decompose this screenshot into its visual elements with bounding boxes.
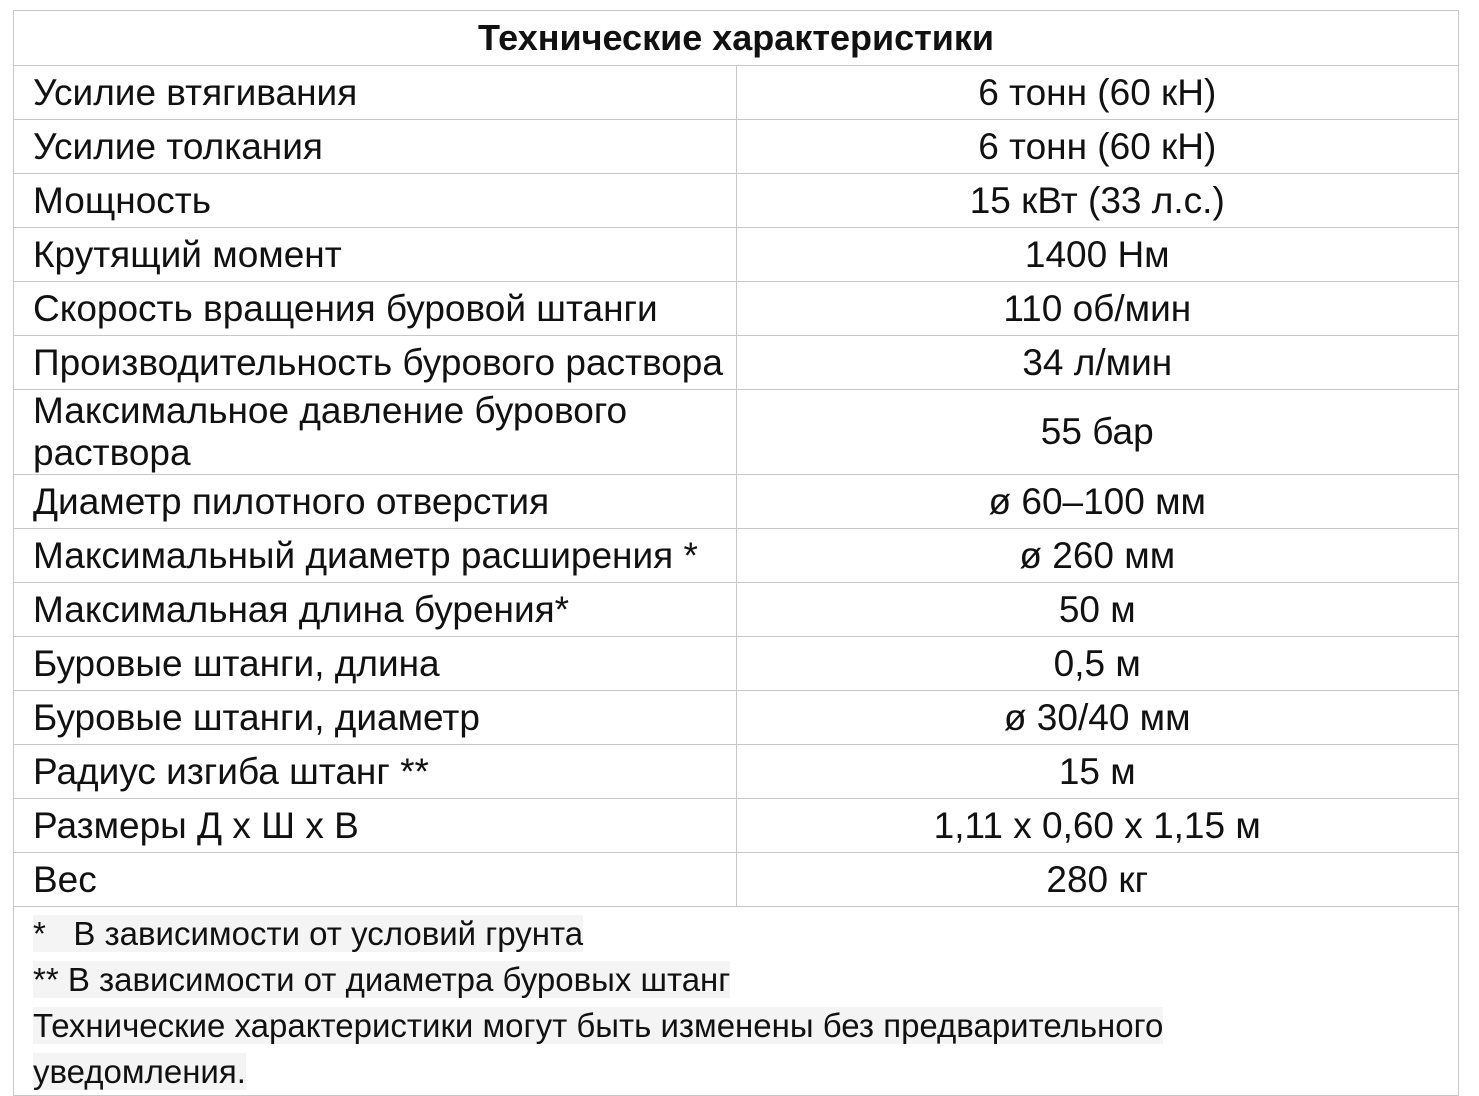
footnotes [14, 907, 1459, 1096]
table-row [14, 228, 1459, 282]
param-name: Мощность [14, 174, 737, 228]
table-row [14, 174, 1459, 228]
title-row [14, 11, 1459, 66]
table-row [14, 475, 1459, 529]
specifications-table [13, 10, 1459, 1096]
footnote-2 [33, 957, 1458, 1003]
table-row [14, 691, 1459, 745]
table-row [14, 336, 1459, 390]
param-value: 15 кВт (33 л.с.) [736, 174, 1459, 228]
table-row [14, 583, 1459, 637]
param-value: 34 л/мин [736, 336, 1459, 390]
disclaimer-line-1 [33, 1003, 1458, 1049]
param-name: Размеры Д х Ш х В [14, 799, 737, 853]
table-row [14, 120, 1459, 174]
param-name: Буровые штанги, диаметр [14, 691, 737, 745]
disclaimer-text-2: уведомления. [33, 1053, 246, 1090]
footnote-2-text: ** В зависимости от диаметра буровых штанг [33, 961, 731, 998]
table-row [14, 799, 1459, 853]
param-name: Усилие толкания [14, 120, 737, 174]
table-row [14, 529, 1459, 583]
param-name: Радиус изгиба штанг ** [14, 745, 737, 799]
disclaimer-line-2 [33, 1049, 1458, 1095]
param-value: 280 кг [736, 853, 1459, 907]
param-value: 1400 Нм [736, 228, 1459, 282]
table-row [14, 637, 1459, 691]
param-name: Максимальный диаметр расширения * [14, 529, 737, 583]
table-row [14, 66, 1459, 120]
table-title: Технические характеристики [14, 11, 1459, 66]
specifications-body [14, 11, 1459, 1096]
param-value: 55 бар [736, 390, 1459, 475]
param-value: ø 260 мм [736, 529, 1459, 583]
table-row [14, 390, 1459, 475]
table-row [14, 282, 1459, 336]
table-row [14, 745, 1459, 799]
param-value: 0,5 м [736, 637, 1459, 691]
param-name: Максимальная длина бурения* [14, 583, 737, 637]
param-name: Крутящий момент [14, 228, 737, 282]
param-value: 6 тонн (60 кН) [736, 120, 1459, 174]
param-value: 1,11 х 0,60 х 1,15 м [736, 799, 1459, 853]
disclaimer-text-1: Технические характеристики могут быть изменены без предварительного [33, 1007, 1164, 1044]
notes-row [14, 907, 1459, 1096]
footnote-1-mark: * [33, 915, 46, 952]
param-value: 110 об/мин [736, 282, 1459, 336]
param-name: Производительность бурового раствора [14, 336, 737, 390]
param-value: ø 60–100 мм [736, 475, 1459, 529]
param-value: 6 тонн (60 кН) [736, 66, 1459, 120]
param-name: Диаметр пилотного отверстия [14, 475, 737, 529]
param-name: Усилие втягивания [14, 66, 737, 120]
param-value: 15 м [736, 745, 1459, 799]
table-row [14, 853, 1459, 907]
param-name: Буровые штанги, длина [14, 637, 737, 691]
param-name: Вес [14, 853, 737, 907]
footnote-1-text: В зависимости от условий грунта [73, 915, 584, 952]
param-name: Скорость вращения буровой штанги [14, 282, 737, 336]
param-value: 50 м [736, 583, 1459, 637]
param-name: Максимальное давление бурового раствора [14, 390, 737, 475]
footnote-1 [33, 911, 1458, 957]
param-value: ø 30/40 мм [736, 691, 1459, 745]
